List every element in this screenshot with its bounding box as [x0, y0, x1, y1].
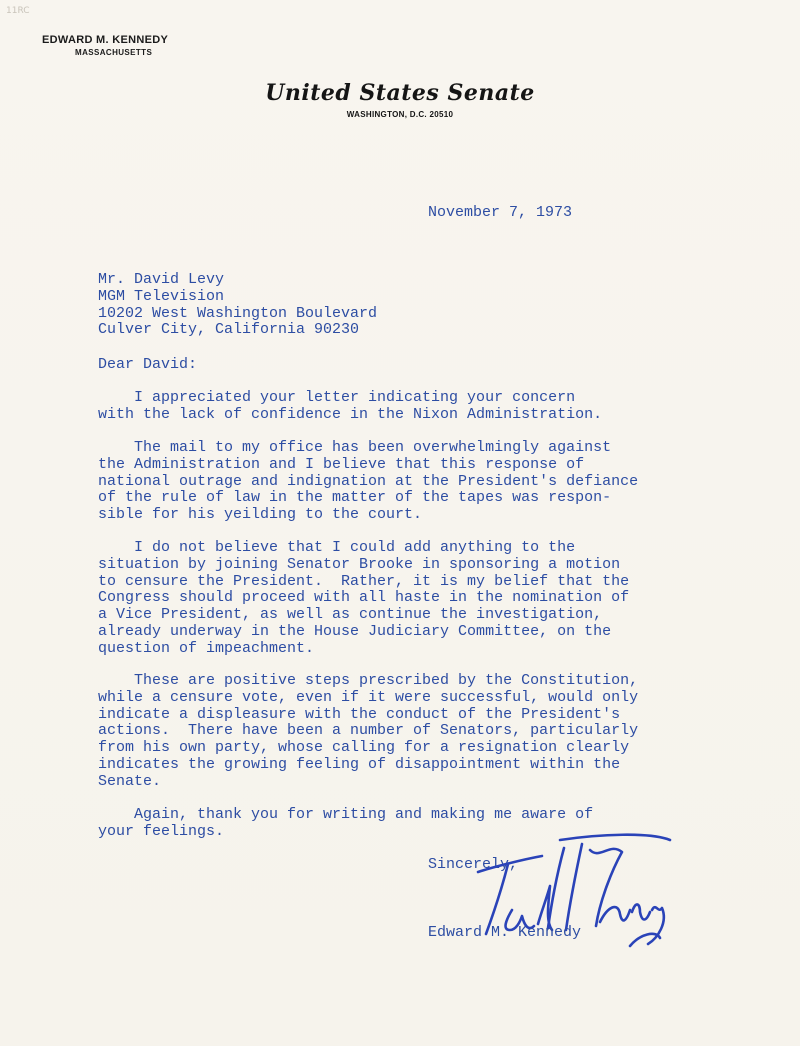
body-line: a Vice President, as well as continue the investigation,: [98, 606, 603, 624]
body-line: These are positive steps prescribed by the Constitution,: [98, 672, 639, 689]
body-line: your feelings.: [98, 822, 225, 840]
body-line: from his own party, whose calling for a resignation clearly: [98, 739, 630, 757]
body-line: national outrage and indignation at the President's defiance: [98, 472, 639, 490]
body-line: Senate.: [98, 772, 162, 790]
body-line: Congress should proceed with all haste in the nomination of: [98, 589, 630, 607]
body-paragraph: [98, 673, 638, 791]
recipient-address: [98, 272, 377, 339]
body-line: actions. There have been a number of Senators, particularly: [98, 722, 639, 740]
body-paragraph: [98, 390, 602, 424]
recipient-company: MGM Television: [98, 287, 225, 305]
body-line: while a censure vote, even if it were successful, would only: [98, 688, 639, 706]
sender-name: EDWARD M. KENNEDY: [42, 34, 169, 46]
letterhead-title: United States Senate: [265, 80, 535, 106]
body-line: to censure the President. Rather, it is my belief that the: [98, 572, 630, 590]
body-line: I appreciated your letter indicating your concern: [98, 389, 576, 406]
body-line: I do not believe that I could add anything to the: [98, 539, 576, 556]
body-paragraph: [98, 440, 638, 524]
salutation: Dear David:: [98, 356, 198, 373]
sender-state: MASSACHUSETTS: [75, 48, 153, 57]
body-line: question of impeachment.: [98, 639, 315, 657]
archive-mark: 11RC: [6, 6, 30, 16]
body-line: already underway in the House Judiciary Committee, on the: [98, 622, 612, 640]
body-line: The mail to my office has been overwhelmingly against: [98, 439, 612, 456]
body-line: with the lack of confidence in the Nixon Administration.: [98, 405, 603, 423]
recipient-street: 10202 West Washington Boulevard: [98, 304, 378, 322]
sender-block: [42, 34, 168, 57]
letter-date: November 7, 1973: [428, 204, 573, 221]
letterhead: [260, 80, 540, 119]
closing: Sincerely,: [428, 856, 519, 873]
body-line: Again, thank you for writing and making me aware of: [98, 806, 594, 823]
body-line: situation by joining Senator Brooke in sponsoring a motion: [98, 555, 621, 573]
body-line: of the rule of law in the matter of the tapes was respon-: [98, 489, 612, 507]
body-line: the Administration and I believe that this response of: [98, 455, 585, 473]
body-line: sible for his yeilding to the court.: [98, 506, 423, 524]
signer-name: Edward M. Kennedy: [428, 924, 582, 941]
body-paragraph: [98, 540, 629, 658]
recipient-city: Culver City, California 90230: [98, 321, 360, 339]
body-line: indicate a displeasure with the conduct of the President's: [98, 705, 621, 723]
letterhead-city: WASHINGTON, D.C. 20510: [346, 110, 454, 119]
recipient-name: Mr. David Levy: [98, 271, 225, 288]
body-line: indicates the growing feeling of disappointment within the: [98, 755, 621, 773]
